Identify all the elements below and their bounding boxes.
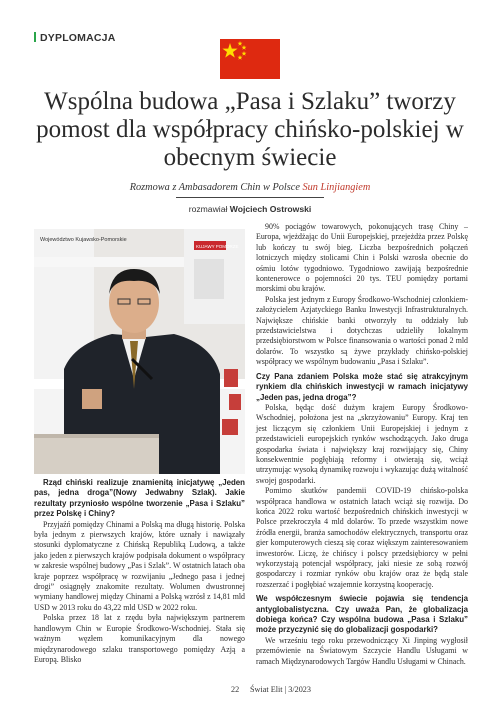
right-paragraph: Polska, będąc dość dużym krajem Europy Środkowo-Wschodniej, położona jest na „skrzyżowaniu” Europy. Kraj ten jest liczącym się członkiem Unii Europejskiej i jednym z przedstawicieli europejskich rynków wschodzących. Jako druga gospodarka świata i największy kraj rozwijający się, Chiny konsekwentnie pogłębiają reformy i otwierają się, wciąż utrzymując wysoką dynamikę rozwoju i wykazując dużą witalność swojej gospodarki. — [256, 402, 468, 485]
left-paragraph: Przyjaźń pomiędzy Chinami a Polską ma długą historię. Polska była jednym z pierwszych krajów, które uznały i nawiązały stosunki dyplomatyczne z Chińską Republiką Ludową, a także jako jeden z pierwszych krajów podpisała dokument o współpracy w zakresie wspólnej budowy „Pas i Szlak”. W ostatnich latach oba kraje poprzez współpracę w rozwijaniu „Jednego pasa i jednej drogi” osiągnęły znakomite rezultaty. Wolumen dwustronnej wymiany handlowej między Chinami a Polską wzrósł z 14,81 mld USD w 2013 roku do 43,22 mld USD w 2022 roku. — [34, 519, 245, 612]
right-paragraph: 90% pociągów towarowych, pokonujących trasę Chiny – Europa, wjeżdżając do Unii Europejskiej, przejeżdża przez Polskę lub kończy tu swój bieg. Liczba bezpośrednich połączeń lotniczych między stolicami Chin i Polski wzrosła obecnie do ośmiu lotów tygodniowo. Tygodniowo zawijają bezpośrednie kontenerowce o pojemności 20 tys. TEU pomiędzy portami morskimi obu krajów. — [256, 222, 468, 294]
page-number: 22 — [231, 685, 240, 694]
ambassador-name: Sun Linjiangiem — [302, 182, 371, 193]
byline-author: Wojciech Ostrowski — [229, 204, 312, 214]
byline — [0, 204, 500, 214]
subtitle-lead: Rozmowa z Ambasadorem Chin w Polsce — [129, 182, 303, 193]
right-column — [256, 222, 468, 667]
right-paragraph: Pomimo skutków pandemii COVID-19 chińsko-polska współpraca handlowa w ostatnich latach wciąż się rozwija. Do końca 2022 roku wartość bezpośrednich chińskich inwestycji w Polsce przekroczyła 4 mld dolarów. To przede wszystkim nowe źródła energii, branża samochodów elektrycznych, transportu oraz gier komputerowych cieszą się coraz większym zainteresowaniem inwestorów. Liczę, że chińscy i polscy przedsiębiorcy w pełni wykorzystają potencjał współpracy, jaki niesie ze sobą rozwój gospodarczy i rozmiar rynków obu krajów oraz że będą stale rozszerzać i pogłębiać wzajemnie korzystną kooperację. — [256, 486, 468, 589]
section-accent-bar — [34, 32, 36, 42]
left-column — [34, 478, 245, 665]
magazine-issue: Świat Elit | 3/2023 — [250, 685, 311, 694]
photo-banner-right: KUJAWY POMORZE — [196, 244, 239, 249]
section-label: DYPLOMACJA — [40, 32, 116, 44]
interview-subtitle — [0, 182, 500, 193]
intro-question: Rząd chiński realizuje znamienitą inicjatywę „Jeden pas, jedna droga”(Nowy Jedwabny Szlak). Jakie rezultaty przyniosło wspólne tworzenie „Pasa i Szlaku” przez Polskę i Chiny? — [34, 478, 245, 519]
china-flag-icon — [218, 39, 282, 79]
left-paragraph: Polska przez 18 lat z rzędu była największym partnerem handlowym Chin w Europie Środkowo-Wschodniej. Stała się ważnym węzłem komunikacyjnym dla nowego międzynarodowego szlaku transportowego pomiędzy Azją a Europą. Blisko — [34, 613, 245, 664]
photo-banner-left: Województwo Kujawsko-Pomorskie — [40, 237, 127, 243]
section-tag — [34, 32, 116, 44]
right-paragraph: Polska jest jednym z Europy Środkowo-Wschodniej członkiem-założycielem Azjatyckiego Banku Inwestycji Infrastrukturalnych. Największe chińskie banki otworzyły tu oddziały lub przedstawicielstwa i dotychczas udzieliły lokalnym przedsiębiorstwom w Polsce finansowania o wartości ponad 2 mld dolarów. To wszystko są żywe przykłady chińsko-polskiej współpracy we wspólnym budowaniu „Pasa i Szlaku”. — [256, 294, 468, 367]
interview-question: We współczesnym świecie pojawia się tendencja antyglobalistyczna. Czy uważa Pan, że globalizacja dobiega końca? Czy wspólna budowa „Pasa i Szlaku” może przyczynić się do globalizacji gospodarki? — [256, 594, 468, 635]
byline-prefix: rozmawiał — [188, 204, 230, 214]
subtitle-divider — [176, 197, 324, 198]
article-headline: Wspólna budowa „Pasa i Szlaku” tworzy pomost dla współpracy chińsko-polskiej w obecnym świecie — [36, 88, 464, 171]
right-paragraph: We wrześniu tego roku przewodniczący Xi Jinping wygłosił przemówienie na Światowym Szczycie Handlu Usługami w ramach Międzynarodowych Targów Handlu Usługami w Chinach. — [256, 635, 468, 666]
interview-question: Czy Pana zdaniem Polska może stać się atrakcyjnym rynkiem dla chińskich inwestycji w ramach inicjatywy „Jeden pas, jedna droga”? — [256, 371, 468, 402]
ambassador-photo — [34, 229, 245, 474]
